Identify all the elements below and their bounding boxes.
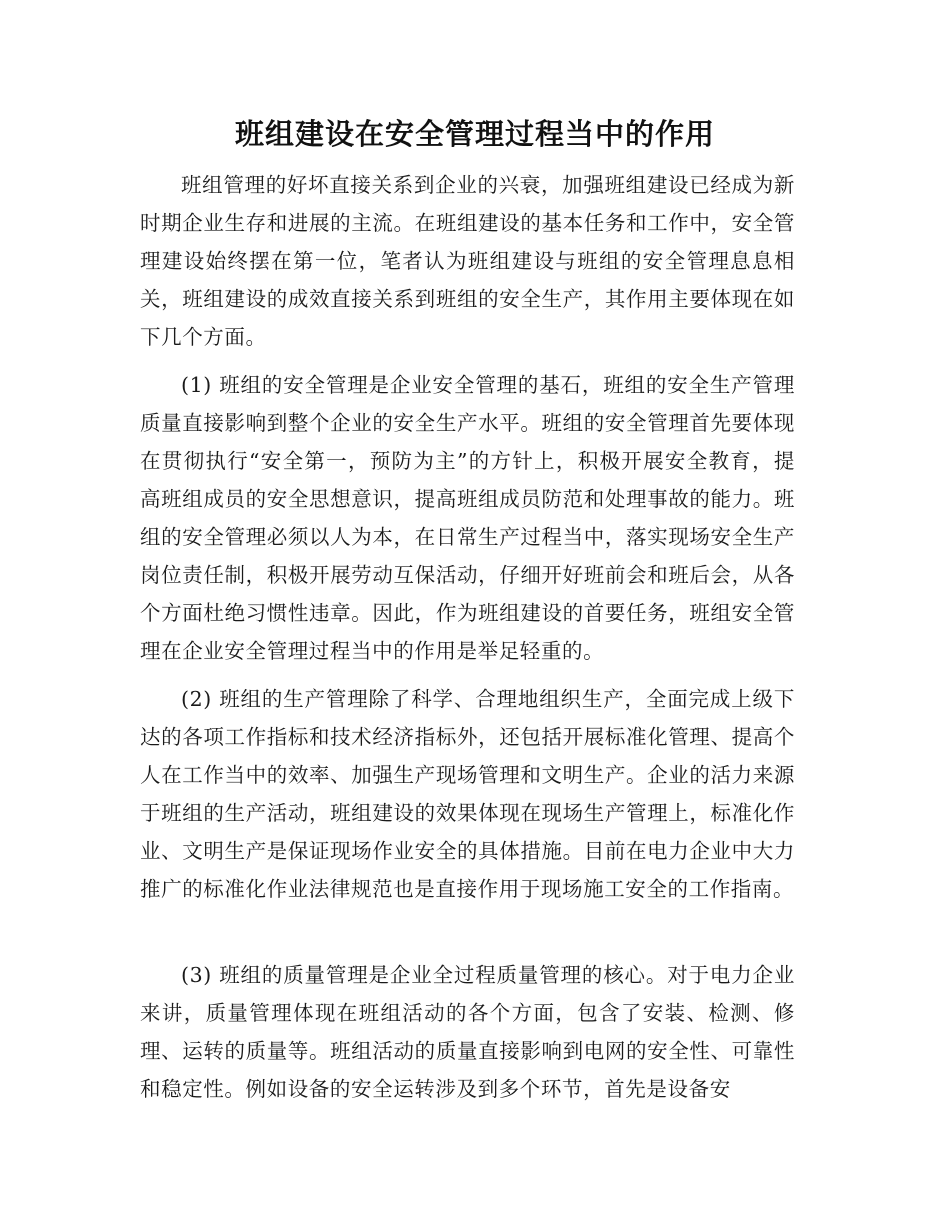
document-title: 班组建设在安全管理过程当中的作用 [234,117,715,151]
paragraph-2: (2) 班组的生产管理除了科学、合理地组织生产，全面完成上级下达的各项工作指标和技术经济指标外，还包括开展标准化管理、提高个人在工作当中的效率、加强生产现场管理和文明生产。企业的活力来源于班组的生产活动，班组建设的效果体现在现场生产管理上，标准化作业、文明生产是保证现场作业安全的具体措施。目前在电力企业中大力推广的标准化作业法律规范也是直接作用于现场施工安全的工作指南。 [140,687,795,901]
paragraph-1: (1) 班组的安全管理是企业安全管理的基石，班组的安全生产管理质量直接影响到整个企业的安全生产水平。班组的安全管理首先要体现在贯彻执行“安全第一，预防为主”的方针上，积极开展安全教育，提高班组成员的安全思想意识，提高班组成员防范和处理事故的能力。班组的安全管理必须以人为本，在日常生产过程当中，落实现场安全生产岗位责任制，积极开展劳动互保活动，仔细开好班前会和班后会，从各个方面杜绝习惯性违章。因此，作为班组建设的首要任务，班组安全管理在企业安全管理过程当中的作用是举足轻重的。 [140,373,795,663]
intro-paragraph: 班组管理的好坏直接关系到企业的兴衰，加强班组建设已经成为新时期企业生存和进展的主流。在班组建设的基本任务和工作中，安全管理建设始终摆在第一位，笔者认为班组建设与班组的安全管理息息相关，班组建设的成效直接关系到班组的安全生产，其作用主要体现在如下几个方面。 [140,173,795,349]
paragraph-3: (3) 班组的质量管理是企业全过程质量管理的核心。对于电力企业来讲，质量管理体现在班组活动的各个方面，包含了安装、检测、修理、运转的质量等。班组活动的质量直接影响到电网的安全性、可靠性和稳定性。例如设备的安全运转涉及到多个环节，首先是设备安 [140,963,795,1101]
